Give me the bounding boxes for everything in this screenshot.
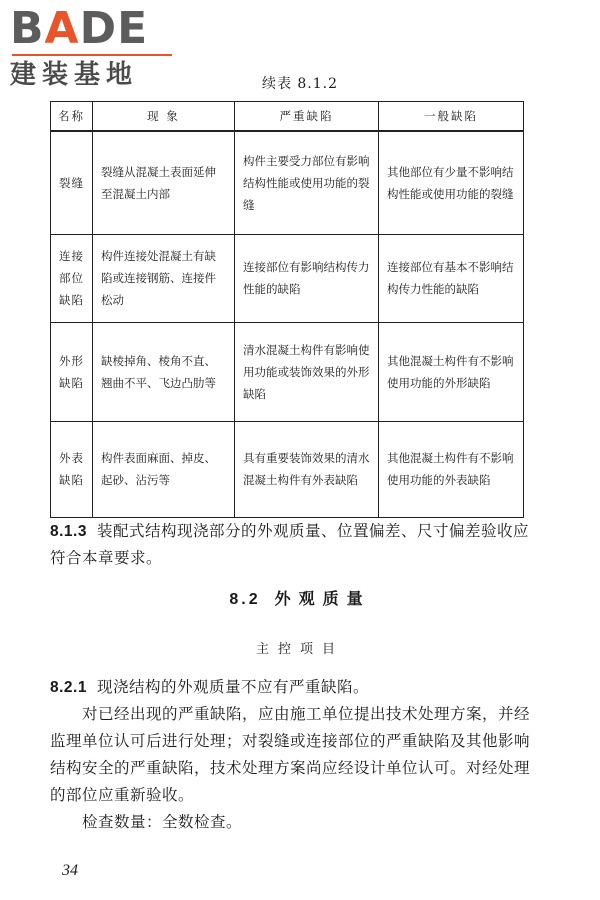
defect-name: 裂缝 — [51, 131, 93, 234]
severe-defect: 具有重要装饰效果的清水混凝土构件有外表缺陷 — [235, 421, 379, 517]
defect-phenomenon: 构件连接处混凝土有缺陷或连接钢筋、连接件松动 — [93, 234, 235, 322]
column-header: 一般缺陷 — [379, 102, 524, 132]
logo-divider — [12, 54, 172, 56]
logo-subtitle: 建装基地 — [10, 60, 139, 90]
defect-phenomenon: 裂缝从混凝土表面延伸至混凝土内部 — [93, 131, 235, 234]
defect-table — [50, 101, 524, 518]
table-header-row — [51, 102, 524, 132]
table-row — [51, 234, 524, 322]
page-number: 34 — [62, 862, 78, 879]
table-row — [51, 421, 524, 517]
general-defect: 其他混凝土构件有不影响使用功能的外形缺陷 — [379, 322, 524, 421]
column-header: 名称 — [51, 102, 93, 132]
clause-text: 装配式结构现浇部分的外观质量、位置偏差、尺寸偏差验收应符合本章要求。 — [50, 522, 529, 567]
subheading: 主控项目 — [255, 642, 344, 657]
general-defect: 其他部位有少量不影响结构性能或使用功能的裂缝 — [379, 131, 524, 234]
table-row — [51, 131, 524, 234]
table-caption: 续表 8.1.2 — [261, 76, 339, 92]
paragraph: 对已经出现的严重缺陷，应由施工单位提出技术处理方案，并经监理单位认可后进行处理；对裂缝或连接部位的严重缺陷及其他影响结构安全的严重缺陷，技术处理方案尚应经设计单位认可。对经处理的部位应重新验收。 — [50, 705, 531, 804]
severe-defect: 连接部位有影响结构传力性能的缺陷 — [235, 234, 379, 322]
clause-number: 8.1.3 — [50, 523, 87, 540]
defect-name: 外形缺陷 — [51, 322, 93, 421]
severe-defect: 构件主要受力部位有影响结构性能或使用功能的裂缝 — [235, 131, 379, 234]
defect-name: 连接部位缺陷 — [51, 234, 93, 322]
general-defect: 其他混凝土构件有不影响使用功能的外表缺陷 — [379, 421, 524, 517]
paragraph: 检查数量：全数检查。 — [82, 813, 243, 831]
clause-8-2-1 — [50, 674, 530, 701]
severe-defect: 清水混凝土构件有影响使用功能或装饰效果的外形缺陷 — [235, 322, 379, 421]
general-defect: 连接部位有基本不影响结构传力性能的缺陷 — [379, 234, 524, 322]
column-header: 现 象 — [93, 102, 235, 132]
section-heading: 8.2 外观质量 — [229, 591, 371, 608]
column-header: 严重缺陷 — [235, 102, 379, 132]
clause-text: 现浇结构的外观质量不应有严重缺陷。 — [96, 678, 369, 696]
clause-8-1-3 — [50, 518, 530, 572]
table-row — [51, 322, 524, 421]
defect-phenomenon: 构件表面麻面、掉皮、起砂、沾污等 — [93, 421, 235, 517]
defect-phenomenon: 缺棱掉角、棱角不直、翘曲不平、飞边凸肋等 — [93, 322, 235, 421]
clause-number: 8.2.1 — [50, 679, 87, 696]
defect-name: 外表缺陷 — [51, 421, 93, 517]
logo-wordmark: BADE — [10, 3, 149, 54]
